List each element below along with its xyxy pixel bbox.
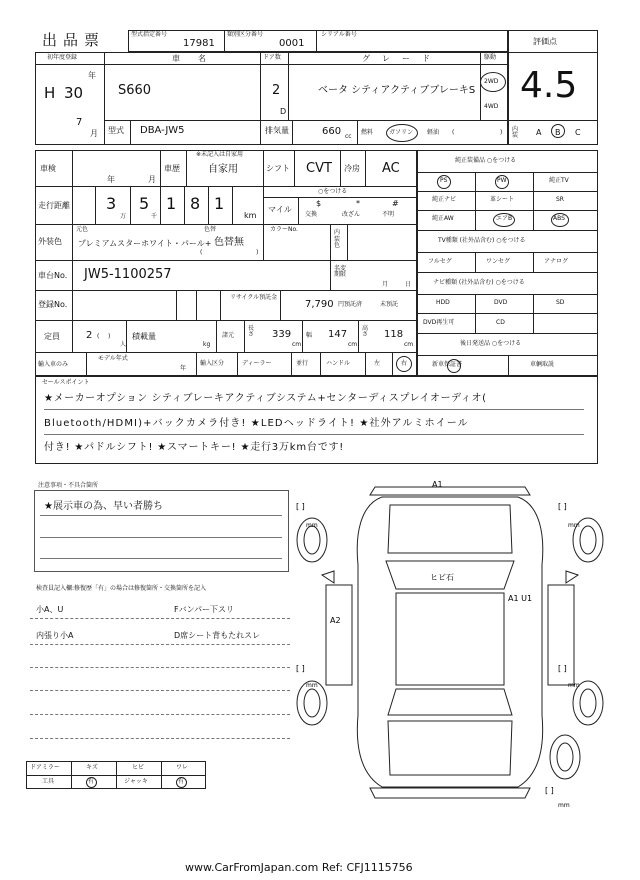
tv-analog: アナログ: [544, 258, 569, 265]
equip-airbag: エアB: [496, 215, 513, 222]
details-grid: [35, 150, 417, 376]
car-name: S660: [118, 83, 152, 98]
capacity: 2: [86, 330, 93, 341]
month-label: 月: [90, 129, 98, 138]
displacement: 660: [322, 126, 342, 137]
navi-header: ナビ種類 (社外品含む) ○をつける: [433, 279, 525, 286]
load-label: 積載量: [132, 332, 156, 341]
name-change-day: 日: [405, 281, 412, 288]
shift-value: CVT: [306, 161, 332, 176]
tv-header: TV種類 (社外品含む) ○をつける: [438, 237, 526, 244]
height-label: 高さ: [362, 325, 369, 338]
year-label: 年: [88, 71, 96, 80]
tire-fl-unit: mm: [306, 522, 318, 529]
legend-jack: ジャッキ: [124, 778, 148, 785]
ac-value: AC: [382, 161, 400, 176]
use-value: 自家用: [208, 164, 238, 175]
legend-mirror: ドアミラー: [30, 764, 60, 771]
equip-pw: PW: [497, 177, 507, 184]
dealer-label: ディーラー: [242, 360, 272, 367]
import-label: 輸入車のみ: [38, 361, 69, 368]
legend-broken: ワレ: [176, 764, 189, 771]
use-label: 車歴: [164, 164, 180, 173]
inspection-year: 年: [107, 175, 115, 184]
inspector-entry-1-left: 小A、U: [36, 605, 64, 614]
parallel-label: 並行: [296, 360, 309, 367]
mileage-unit: km: [244, 211, 257, 220]
navi-dvd: DVD: [494, 299, 508, 306]
fuel-other: (: [452, 129, 455, 136]
handle-label: ハンドル: [326, 360, 351, 367]
name-change-label: 名変期限: [334, 265, 347, 278]
sales-points-label: セールスポイント: [42, 379, 90, 386]
fuel-label: 燃料: [361, 129, 374, 136]
name-change-month: 月: [382, 281, 389, 288]
tire-fr-bracket: [ ]: [558, 502, 567, 511]
inspector-label: 検査員記入欄:修復歴「有」の場合は修復箇所・交換箇所を記入: [36, 585, 207, 592]
color-label: 外装色: [38, 237, 62, 246]
mileage-digit-3: 1: [166, 194, 177, 213]
equip-ps: PS: [440, 177, 448, 184]
chassis-no: JW5-1100257: [84, 267, 172, 282]
navi-sd: SD: [556, 299, 565, 306]
color-orig: プレミアムスターホワイト・パール+: [78, 239, 212, 248]
tire-rr-unit: mm: [568, 682, 580, 689]
mile-opt-3: 不明: [382, 211, 395, 218]
serial-label: シリアル番号: [321, 31, 357, 38]
inspector-entry-2-left: 内張り小A: [36, 631, 74, 640]
docs-manual: 車輌取説: [530, 361, 555, 368]
color-change-label: 色替: [204, 226, 217, 233]
recycle-suffix: 円預託済: [338, 301, 363, 308]
capacity-paren-close: ): [108, 333, 111, 340]
class-label: 類別区分番号: [227, 31, 264, 38]
equip-navi: 純正ナビ: [432, 196, 457, 203]
model-cert-no: 17981: [183, 38, 215, 49]
class-no: 0001: [279, 38, 305, 49]
height-unit: cm: [404, 341, 414, 348]
doors-label: ドア数: [263, 54, 281, 61]
mile-opt-1: 交換: [305, 211, 318, 218]
interior-a: A: [536, 128, 542, 137]
drive-label: 駆動: [484, 54, 497, 61]
legend-jack-value: 有: [178, 778, 185, 785]
diagram-label-a1u1: A1 U1: [508, 594, 533, 603]
grade-label: グレード: [362, 54, 442, 63]
chassis-label: 車台No.: [38, 271, 68, 280]
capacity-label: 定員: [44, 332, 60, 341]
color-paren-open: (: [200, 249, 203, 256]
displacement-unit: cc: [345, 133, 352, 140]
equip-sr: SR: [556, 196, 564, 203]
notes-label: 注意事項・不具合箇所: [38, 482, 99, 489]
length-label: 長さ: [248, 325, 255, 338]
tire-rl-bracket: [ ]: [296, 664, 305, 673]
right-label: 右: [401, 360, 408, 367]
model-year-unit: 年: [180, 365, 187, 372]
legend-tools-value: 有: [88, 778, 95, 785]
doors: 2: [272, 83, 281, 98]
navi-hdd: HDD: [436, 299, 450, 306]
equip-aw: 純正AW: [432, 215, 454, 222]
length: 339: [272, 329, 292, 340]
diagram-label-a1-top: A1: [432, 480, 443, 489]
mile-sym-3: #: [392, 199, 399, 208]
recycle-value: 7,790: [305, 299, 334, 310]
first-reg-month: 7: [76, 117, 83, 128]
recycle-not: 未預託: [380, 301, 399, 308]
inspection-label: 車検: [40, 164, 56, 173]
color-no-label: カラーNo.: [270, 226, 298, 233]
sales-line-1: ★メーカーオプション シティブレーキアクティブシステム+センターディスプレイオーディオ(: [44, 393, 487, 404]
mileage-digit-5: 1: [214, 194, 225, 213]
page-title: 出品票: [42, 31, 106, 49]
equip-header: 純正装備品 ○をつける: [455, 157, 517, 164]
mile-sym-2: *: [356, 199, 360, 208]
interior-label: 内装: [512, 126, 519, 139]
mileage-digit-4: 8: [190, 194, 201, 213]
mileage-label: 走行距離: [38, 201, 70, 210]
sales-line-3: 付き! ★パドルシフト! ★スマートキー! ★走行3万km台です!: [44, 442, 345, 453]
equip-abs: ABS: [553, 215, 565, 222]
model-type: DBA-JW5: [140, 125, 185, 136]
interior-color-label: 内装色: [334, 229, 341, 250]
footer-ref: www.CarFromJapan.com Ref: CFJ1115756: [185, 861, 413, 874]
inspection-month: 月: [148, 175, 156, 184]
mile-sym-1: $: [316, 199, 322, 208]
width-unit: cm: [348, 341, 358, 348]
tire-fr-unit: mm: [568, 522, 580, 529]
tv-oneseg: ワンセグ: [486, 258, 511, 265]
tire-spare-bracket: [ ]: [545, 786, 554, 795]
notes-line-1: ★展示車の為、早い者勝ち: [44, 501, 163, 512]
left-label: 左: [374, 360, 381, 367]
fuel-diesel: 軽油: [427, 129, 440, 136]
score-value: 4.5: [520, 65, 578, 106]
drive-4wd: 4WD: [484, 103, 499, 110]
navi-dvd-play: DVD再生可: [423, 319, 455, 326]
docs-warranty: 新車保証書: [432, 361, 463, 368]
first-reg-year: 30: [64, 84, 84, 102]
car-damage-diagram: [290, 475, 610, 810]
tire-fl-bracket: [ ]: [296, 502, 305, 511]
length-unit: cm: [292, 341, 302, 348]
mileage-sen: 千: [151, 213, 158, 220]
tire-rr-bracket: [ ]: [558, 664, 567, 673]
mileage-note: ○をつける: [318, 188, 348, 195]
diagram-label-stone-chip: ヒビ石: [430, 573, 454, 582]
sales-line-2: Bluetooth/HDMI)+バックカメラ付き! ★LEDヘッドライト! ★社外アルミホイール: [44, 418, 469, 429]
tv-fullseg: フルセグ: [428, 258, 452, 265]
model-year-label: モデル年式: [98, 355, 128, 362]
navi-cd: CD: [496, 319, 505, 326]
equip-leather: 革シート: [490, 196, 515, 203]
doors-suffix: D: [280, 107, 287, 116]
interior-b: B: [555, 128, 561, 137]
tire-rl-unit: mm: [306, 682, 318, 689]
first-reg-label: 初年度登録: [47, 54, 78, 61]
load-unit: kg: [203, 341, 211, 348]
dims-label: 諸元: [222, 332, 235, 339]
recycle-label: リサイクル預託金: [230, 294, 278, 301]
shift-label: シフト: [266, 164, 290, 173]
displacement-label: 排気量: [265, 126, 289, 135]
model-type-label: 型式: [108, 126, 124, 135]
ac-label: 冷房: [344, 164, 360, 173]
legend-crack: ヒビ: [132, 764, 145, 771]
inspector-entry-2-right: D席シート背もたれスレ: [174, 631, 261, 640]
model-cert-label: 型式指定番号: [131, 31, 168, 38]
interior-c: C: [575, 128, 581, 137]
mileage-digit-2: 5: [139, 194, 150, 213]
diagram-label-a2: A2: [330, 616, 341, 625]
score-label: 評価点: [533, 37, 557, 46]
mile-opt-2: 改ざん: [342, 211, 361, 218]
import-type-label: 輸入区分: [200, 360, 225, 367]
era: H: [44, 84, 56, 102]
height: 118: [384, 329, 404, 340]
grade: ベータ シティアクティブブレーキS: [318, 85, 476, 96]
color-orig-label: 元色: [76, 226, 89, 233]
capacity-paren: (: [97, 333, 100, 340]
reg-label: 登録No.: [38, 300, 68, 309]
docs-header: 後日発送品 ○をつける: [460, 340, 522, 347]
fuel-gas: ガソリン: [389, 129, 414, 136]
drive-2wd: 2WD: [484, 78, 499, 85]
fuel-other-close: ): [500, 129, 503, 136]
use-note: ※未記入は自家用: [196, 151, 244, 158]
car-name-label: 車名: [172, 54, 224, 63]
mileage-man: 万: [120, 213, 127, 220]
width: 147: [328, 329, 348, 340]
capacity-unit: 人: [120, 341, 127, 348]
equip-tv: 純正TV: [549, 177, 569, 184]
legend-scratch: キズ: [86, 764, 98, 771]
color-paren-close: ): [256, 249, 259, 256]
mile-label: マイル: [268, 205, 292, 214]
color-change: 色替無: [214, 237, 244, 248]
inspector-entry-1-right: Fバンパー下スリ: [174, 605, 235, 614]
width-label: 幅: [306, 332, 313, 339]
legend-tools: 工具: [42, 778, 55, 785]
mileage-digit-1: 3: [106, 194, 117, 213]
tire-spare-unit: mm: [558, 802, 570, 809]
